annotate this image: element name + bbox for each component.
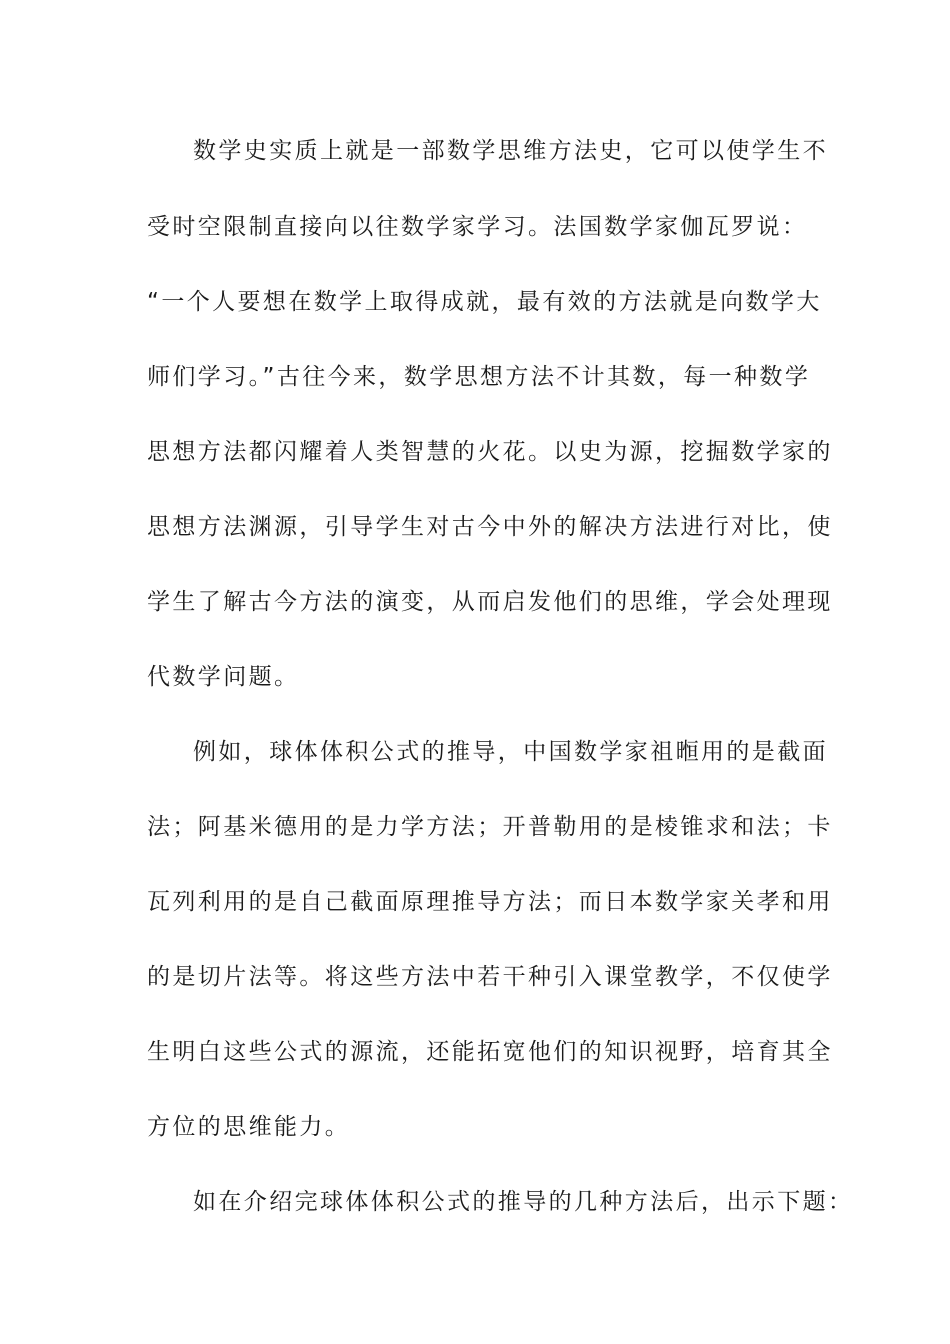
paragraph-1-line-6: 思想方法渊源，引导学生对古今中外的解决方法进行对比，使 bbox=[147, 514, 833, 540]
paragraph-1-line-8: 代数学问题。 bbox=[147, 664, 300, 690]
paragraph-2-line-1: 例如，球体体积公式的推导，中国数学家祖暅用的是截面 bbox=[193, 739, 828, 765]
paragraph-2-line-6: 方位的思维能力。 bbox=[147, 1114, 351, 1140]
paragraph-2-line-2: 法；阿基米德用的是力学方法；开普勒用的是棱锥求和法；卡 bbox=[147, 814, 833, 840]
paragraph-1-line-4: 师们学习。”古往今来，数学思想方法不计其数，每一种数学 bbox=[147, 364, 811, 390]
paragraph-1-line-3: “一个人要想在数学上取得成就，最有效的方法就是向数学大 bbox=[147, 289, 822, 315]
paragraph-1-line-1: 数学史实质上就是一部数学思维方法史，它可以使学生不 bbox=[193, 138, 828, 164]
paragraph-1-line-5: 思想方法都闪耀着人类智慧的火花。以史为源，挖掘数学家的 bbox=[147, 439, 833, 465]
paragraph-2-line-4: 的是切片法等。将这些方法中若干种引入课堂教学，不仅使学 bbox=[147, 964, 833, 990]
paragraph-1-line-7: 学生了解古今方法的演变，从而启发他们的思维，学会处理现 bbox=[147, 589, 833, 615]
paragraph-2-line-5: 生明白这些公式的源流，还能拓宽他们的知识视野，培育其全 bbox=[147, 1039, 833, 1065]
paragraph-1-line-2: 受时空限制直接向以往数学家学习。法国数学家伽瓦罗说： bbox=[147, 214, 808, 240]
paragraph-3-line-1: 如在介绍完球体体积公式的推导的几种方法后，出示下题： bbox=[193, 1189, 854, 1215]
paragraph-2-line-3: 瓦列利用的是自己截面原理推导方法；而日本数学家关孝和用 bbox=[147, 889, 833, 915]
